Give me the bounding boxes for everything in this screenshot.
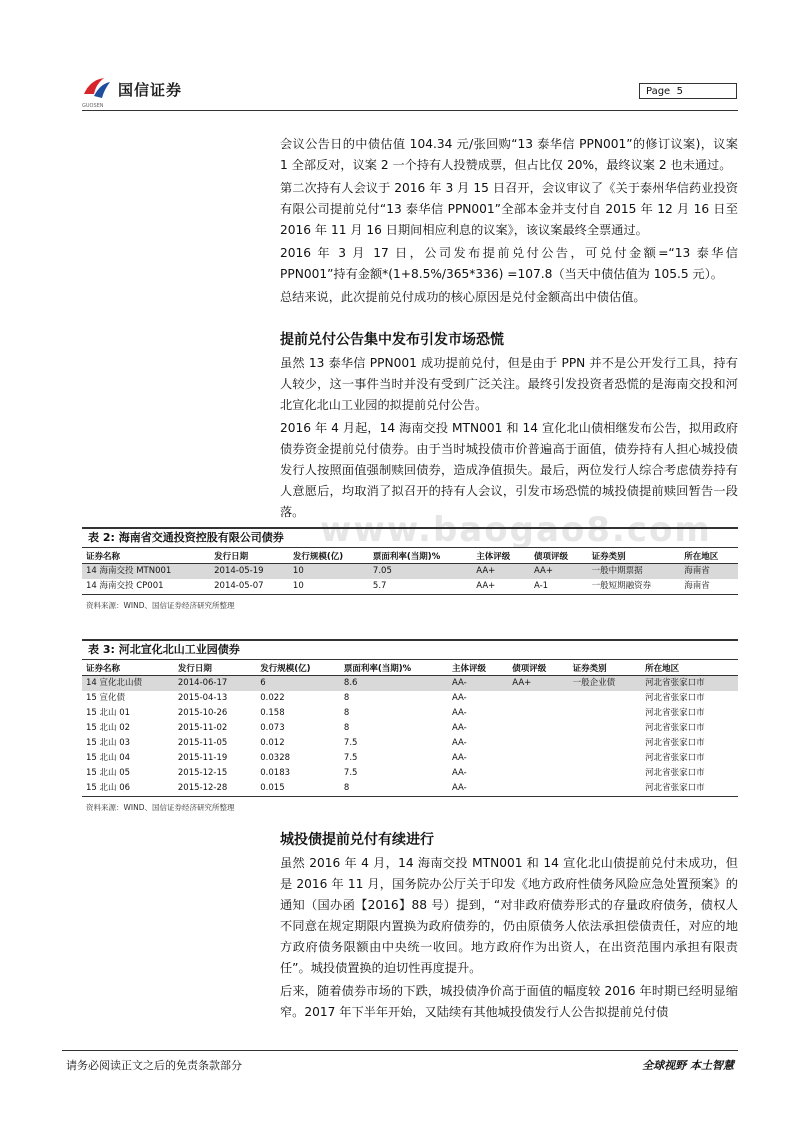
cell: 一般短期融资券 bbox=[588, 579, 681, 595]
col-header: 发行日期 bbox=[174, 660, 256, 676]
col-header: 主体评级 bbox=[472, 548, 530, 564]
table-row bbox=[82, 766, 738, 781]
cell: 一般中期票据 bbox=[588, 564, 681, 580]
table-source: 资料来源：WIND、国信证券经济研究所整理 bbox=[86, 601, 235, 610]
cell: 0.022 bbox=[260, 693, 285, 703]
section-heading: 提前兑付公告集中发布引发市场恐慌 bbox=[280, 332, 504, 348]
paragraph: 第二次持有人会议于 2016 年 3 月 15 日召开，会议审议了《关于泰州华信药业投资有限公司提前兑付“13 泰华信 PPN001”全部本金并支付自 2015 年 12 月 16 日至 2016 年 11 月 16 日期间相应利息的议案》，该议案最终全票通过。 bbox=[280, 181, 738, 237]
paragraph: 虽然 13 泰华信 PPN001 成功提前兑付，但是由于 PPN 并不是公开发行工具，持有人较少，这一事件当时并没有受到广泛关注。最终引发投资者恐慌的是海南交投和河北宣化北山工业园的拟提前兑付公告。 bbox=[280, 356, 738, 412]
cell: AA+ bbox=[530, 564, 588, 580]
cell: 14 海南交投 MTN001 bbox=[82, 564, 210, 580]
paragraph: 虽然 2016 年 4 月，14 海南交投 MTN001 和 14 宣化北山债提前兑付未成功，但是 2016 年 11 月，国务院办公厅关于印发《地方政府性债务风险应急处置预案》的通知（国办函【2016】88 号）提到，“对非政府债券形式的存量政府债务，债权人不同意在规定期限内置换为政府债券的，仍由原债务人依法承担偿债责任，对应的地方政府债务限额由中央统一收回。地方政府作为出资人，在出资范围内承担有限责任”。城投债置换的迫切性再度提升。 bbox=[280, 856, 738, 975]
cell: 8 bbox=[343, 723, 350, 733]
col-header: 票面利率(当期)% bbox=[340, 660, 448, 676]
section-heading: 城投债提前兑付有续进行 bbox=[280, 832, 434, 848]
page-label: Page bbox=[646, 86, 671, 97]
table-hainan bbox=[82, 527, 738, 611]
cell: AA- bbox=[451, 738, 467, 748]
company-logo bbox=[82, 76, 182, 102]
cell: 河北省张家口市 bbox=[645, 693, 705, 703]
cell: 2015-11-19 bbox=[177, 753, 228, 763]
cell: AA+ bbox=[508, 676, 568, 692]
cell: 2015-11-02 bbox=[177, 723, 228, 733]
cell: 7.5 bbox=[343, 753, 358, 763]
cell: 8 bbox=[340, 781, 448, 797]
table-row bbox=[82, 564, 738, 580]
cell: 河北省张家口市 bbox=[645, 723, 705, 733]
cell: AA- bbox=[451, 708, 467, 718]
table-source: 资料来源：WIND、国信证券经济研究所整理 bbox=[86, 803, 235, 812]
col-header: 主体评级 bbox=[448, 660, 508, 676]
cell: AA- bbox=[451, 723, 467, 733]
cell: 2015-11-05 bbox=[177, 738, 228, 748]
section-panic bbox=[280, 330, 738, 525]
cell: 2015-04-13 bbox=[177, 693, 228, 703]
cell: AA- bbox=[448, 781, 508, 797]
cell: 15 北山 02 bbox=[86, 723, 131, 733]
cell: 0.0183 bbox=[260, 768, 291, 778]
cell: 14 宣化北山债 bbox=[82, 676, 174, 692]
cell bbox=[569, 781, 642, 797]
data-table bbox=[82, 548, 738, 595]
cell: AA+ bbox=[472, 564, 530, 580]
cell: AA- bbox=[451, 753, 467, 763]
cell: 15 北山 01 bbox=[86, 708, 131, 718]
cell: 15 宣化债 bbox=[86, 693, 126, 703]
paragraph: 会议公告日的中债估值 104.34 元/张回购“13 泰华信 PPN001”的修订议案)，议案 1 全部反对，议案 2 一个持有人投赞成票，但占比仅 20%，最终议案 2 也未通过。 bbox=[280, 137, 738, 172]
cell: 2014-05-07 bbox=[210, 579, 289, 595]
cell: 15 北山 04 bbox=[86, 753, 131, 763]
page-number: 5 bbox=[676, 86, 683, 97]
table-row bbox=[82, 751, 738, 766]
table-hebei bbox=[82, 639, 738, 813]
cell: 8 bbox=[343, 708, 350, 718]
table-row bbox=[82, 781, 738, 797]
cell: 0.073 bbox=[260, 723, 285, 733]
cell: AA+ bbox=[472, 579, 530, 595]
cell: 海南省 bbox=[680, 564, 738, 580]
page-indicator bbox=[639, 83, 737, 99]
cell: 7.5 bbox=[343, 738, 358, 748]
header-divider bbox=[82, 110, 738, 111]
footer-divider bbox=[62, 1050, 738, 1051]
cell: AA- bbox=[451, 768, 467, 778]
cell: AA- bbox=[451, 693, 467, 703]
col-header: 证券类别 bbox=[569, 660, 642, 676]
cell bbox=[508, 766, 568, 781]
cell: 河北省张家口市 bbox=[641, 676, 738, 692]
cell bbox=[569, 691, 642, 706]
table-row bbox=[82, 676, 738, 692]
cell: 15 北山 05 bbox=[86, 768, 131, 778]
cell: 0.158 bbox=[260, 708, 285, 718]
paragraph: 2016 年 4 月起，14 海南交投 MTN001 和 14 宣化北山债相继发布公告，拟用政府债券资金提前兑付债券。由于当时城投债市价普遍高于面值，债券持有人担心城投债发行人按照面值强制赎回债券，造成净值损失。最后，两位发行人综合考虑债券持有人意愿后，均取消了拟召开的持有人会议，引发市场恐慌的城投债提前赎回暂告一段落。 bbox=[280, 421, 738, 519]
cell bbox=[508, 706, 568, 721]
cell: 0.012 bbox=[260, 738, 285, 748]
paragraph: 总结来说，此次提前兑付成功的核心原因是兑付金额高出中债估值。 bbox=[280, 290, 646, 304]
cell bbox=[508, 691, 568, 706]
cell: 6 bbox=[256, 676, 340, 692]
col-header: 债项评级 bbox=[508, 660, 568, 676]
brand-sub: GUOSEN bbox=[82, 103, 104, 109]
cell: 10 bbox=[289, 579, 369, 595]
cell: 河北省张家口市 bbox=[641, 781, 738, 797]
cell: 7.5 bbox=[343, 768, 358, 778]
cell: AA- bbox=[448, 676, 508, 692]
logo-mark-icon bbox=[82, 76, 112, 102]
table-row bbox=[82, 736, 738, 751]
table-title: 表 2: 海南省交通投资控股有限公司债券 bbox=[82, 527, 738, 548]
cell: 0.015 bbox=[256, 781, 340, 797]
cell bbox=[569, 706, 642, 721]
footer-slogan: 全球视野 本土智慧 bbox=[642, 1059, 734, 1072]
cell bbox=[508, 721, 568, 736]
col-header: 证券名称 bbox=[82, 548, 210, 564]
col-header: 证券类别 bbox=[588, 548, 681, 564]
cell: 14 海南交投 CP001 bbox=[82, 579, 210, 595]
cell bbox=[569, 736, 642, 751]
data-table bbox=[82, 660, 738, 797]
col-header: 证券名称 bbox=[82, 660, 174, 676]
cell: 2015-12-28 bbox=[174, 781, 256, 797]
cell: A-1 bbox=[530, 579, 588, 595]
col-header: 发行规模(亿) bbox=[256, 660, 340, 676]
watermark: www.baogao8.com bbox=[320, 510, 712, 550]
paragraph: 后来，随着债券市场的下跌，城投债净价高于面值的幅度较 2016 年时期已经明显缩窄。2017 年下半年开始，又陆续有其他城投债发行人公告拟提前兑付债 bbox=[280, 984, 738, 1019]
col-header: 发行规模(亿) bbox=[289, 548, 369, 564]
cell: 一般企业债 bbox=[569, 676, 642, 692]
table-row bbox=[82, 706, 738, 721]
cell: 河北省张家口市 bbox=[645, 708, 705, 718]
col-header: 发行日期 bbox=[210, 548, 289, 564]
brand-name: 国信证券 bbox=[118, 80, 183, 99]
cell: 河北省张家口市 bbox=[645, 738, 705, 748]
cell: 河北省张家口市 bbox=[645, 753, 705, 763]
cell bbox=[508, 736, 568, 751]
table-row bbox=[82, 579, 738, 595]
section-continue bbox=[280, 830, 738, 1025]
cell: 5.7 bbox=[369, 579, 472, 595]
table-row bbox=[82, 691, 738, 706]
cell bbox=[569, 721, 642, 736]
table-title: 表 3: 河北宣化北山工业园债券 bbox=[82, 639, 738, 660]
cell bbox=[508, 751, 568, 766]
footer-disclaimer: 请务必阅读正文之后的免责条款部分 bbox=[66, 1059, 242, 1072]
cell: 河北省张家口市 bbox=[645, 768, 705, 778]
cell: 2015-10-26 bbox=[177, 708, 228, 718]
cell: 2014-05-19 bbox=[210, 564, 289, 580]
cell bbox=[508, 781, 568, 797]
col-header: 债项评级 bbox=[530, 548, 588, 564]
table-row bbox=[82, 721, 738, 736]
cell: 7.05 bbox=[369, 564, 472, 580]
cell bbox=[569, 751, 642, 766]
paragraph: 2016 年 3 月 17 日，公司发布提前兑付公告，可兑付金额=“13 泰华信 PPN001”持有金额*(1+8.5%/365*336) =107.8（当天中债估值为 105.5 元）。 bbox=[280, 246, 738, 281]
col-header: 票面利率(当期)% bbox=[369, 548, 472, 564]
cell: 15 北山 03 bbox=[86, 738, 131, 748]
cell bbox=[569, 766, 642, 781]
cell: 2014-06-17 bbox=[174, 676, 256, 692]
col-header: 所在地区 bbox=[641, 660, 738, 676]
col-header: 所在地区 bbox=[680, 548, 738, 564]
cell: 2015-12-15 bbox=[177, 768, 228, 778]
cell: 8.6 bbox=[340, 676, 448, 692]
cell: 8 bbox=[343, 693, 350, 703]
cell: 海南省 bbox=[680, 579, 738, 595]
cell: 15 北山 06 bbox=[82, 781, 174, 797]
section-intro bbox=[280, 134, 738, 310]
cell: 10 bbox=[289, 564, 369, 580]
cell: 0.0328 bbox=[260, 753, 291, 763]
